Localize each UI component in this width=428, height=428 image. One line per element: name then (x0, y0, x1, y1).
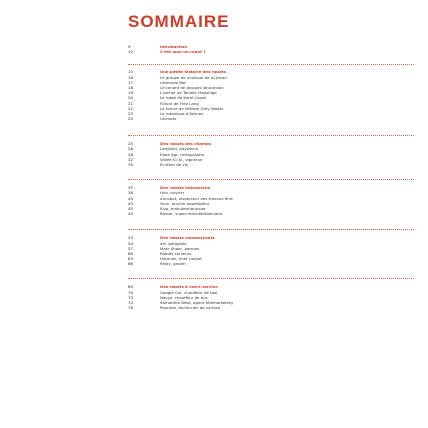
page-number: 12 (128, 49, 133, 55)
page-number: 78 (128, 305, 133, 311)
toc-section-history (128, 69, 428, 121)
page-title: SOMMAIRE (128, 12, 230, 31)
entry-title: La robotique d'Asimov (160, 110, 204, 116)
entry-title: Baxter, super-manutentionnaire (160, 211, 223, 217)
page-number: 20 (128, 95, 133, 101)
page-number: 60 (128, 250, 133, 256)
page-number: 69 (128, 284, 133, 290)
page-number: 9 (128, 44, 131, 49)
entry-title: Samantha West, agent télémarketing (160, 300, 233, 305)
section-divider (128, 179, 414, 180)
page-number: 40 (128, 195, 133, 201)
table-of-contents (128, 44, 428, 310)
entry-title: Des robots à votre service (160, 284, 218, 290)
page-number: 24 (128, 116, 133, 122)
page-number: 21 (128, 100, 133, 106)
section-divider (128, 135, 414, 136)
entry-title: Art, garagiste (160, 240, 187, 246)
page-number: 32 (128, 156, 133, 162)
page-number: 16 (128, 74, 133, 80)
entry-title: Léonardo Bot (160, 79, 186, 85)
entry-title: Hiro, ouvrier (160, 190, 185, 196)
entry-title: Google Car, chauffeur de taxi (160, 289, 218, 295)
entry-title: Le robot de Karel Čapek (160, 95, 207, 101)
entry-title: Futura de Fritz Lang (160, 100, 199, 106)
toc-section-service (128, 284, 428, 310)
entry-title: Vallée V.I.N., vigneron (160, 156, 203, 162)
page-number: 57 (128, 245, 133, 251)
page-number: 22 (128, 105, 133, 111)
page-number: 73 (128, 294, 133, 300)
entry-title: Le groupe de musique de Al-Jazari (160, 74, 227, 80)
entry-title: Relay, groom (160, 261, 186, 267)
section-divider (128, 278, 414, 279)
page-number: 17 (128, 79, 133, 85)
toc-entry (128, 116, 428, 121)
page-number: 25 (128, 141, 133, 147)
page-number: 38 (128, 190, 133, 196)
page-number: 26 (128, 146, 133, 152)
entry-title: Des robots industrieux (160, 185, 211, 191)
toc-section-fields (128, 141, 428, 167)
entry-title: La tortue de William Grey Walter (160, 105, 224, 111)
entry-title: Le canard de Jacques Vaucanson (160, 84, 224, 90)
entry-title: Ladybird, paysanne (160, 146, 199, 152)
entry-title: Makr Shakr, barman (160, 245, 200, 251)
toc-entry (128, 162, 428, 167)
page-number: 70 (128, 289, 133, 295)
page-number: 53 (128, 235, 133, 241)
page-number: 66 (128, 261, 133, 267)
toc-entry (128, 261, 428, 266)
toc-section-intro (128, 44, 428, 54)
entry-title: Kiva, manutentionnaire (160, 205, 206, 211)
page-number: 49 (128, 211, 133, 217)
entry-title: Robots serveurs (160, 250, 192, 256)
page-number: 45 (128, 205, 133, 211)
page-number: 35 (128, 162, 133, 167)
toc-entry (128, 49, 428, 54)
entry-title: Aircobot, inspecteur des travaux finis (160, 195, 233, 201)
page-number: 37 (128, 185, 133, 191)
entry-title: Une petite histoire des robots (160, 69, 226, 75)
page-number: 15 (128, 69, 133, 75)
entry-title: Introduction (160, 44, 188, 49)
page-number: 63 (128, 256, 133, 262)
page-number: 74 (128, 300, 133, 305)
page-number: 28 (128, 151, 133, 157)
toc-entry (128, 305, 428, 310)
entry-title: Unimate (160, 116, 177, 122)
entry-title: Ebee Agr, cartographe (160, 151, 204, 157)
page-number: 18 (128, 84, 133, 90)
section-divider (128, 64, 414, 65)
toc-section-industrial (128, 185, 428, 216)
toc-entry (128, 211, 428, 216)
entry-title: Écuteur de vin (160, 162, 189, 167)
entry-title: Des robots des champs (160, 141, 212, 147)
page-number: 23 (128, 110, 133, 116)
entry-title: Des robots commerçants (160, 235, 215, 241)
entry-title: Navya, chauffeur de bus (160, 294, 208, 300)
entry-title: Roomba, technicien de surface (160, 305, 221, 311)
entry-title: Yumi, ouvrier assembleur (160, 200, 210, 206)
page-number: 54 (128, 240, 133, 246)
toc-section-commerce (128, 235, 428, 266)
page-number: 43 (128, 200, 133, 206)
entry-title: C'est quoi un robot ? (160, 49, 206, 55)
page-number: 19 (128, 90, 133, 96)
section-divider (128, 229, 414, 230)
entry-title: L'archer de Tanaka Hisashige (160, 90, 217, 96)
entry-title: Hotonan, chef cuistot (160, 256, 202, 262)
